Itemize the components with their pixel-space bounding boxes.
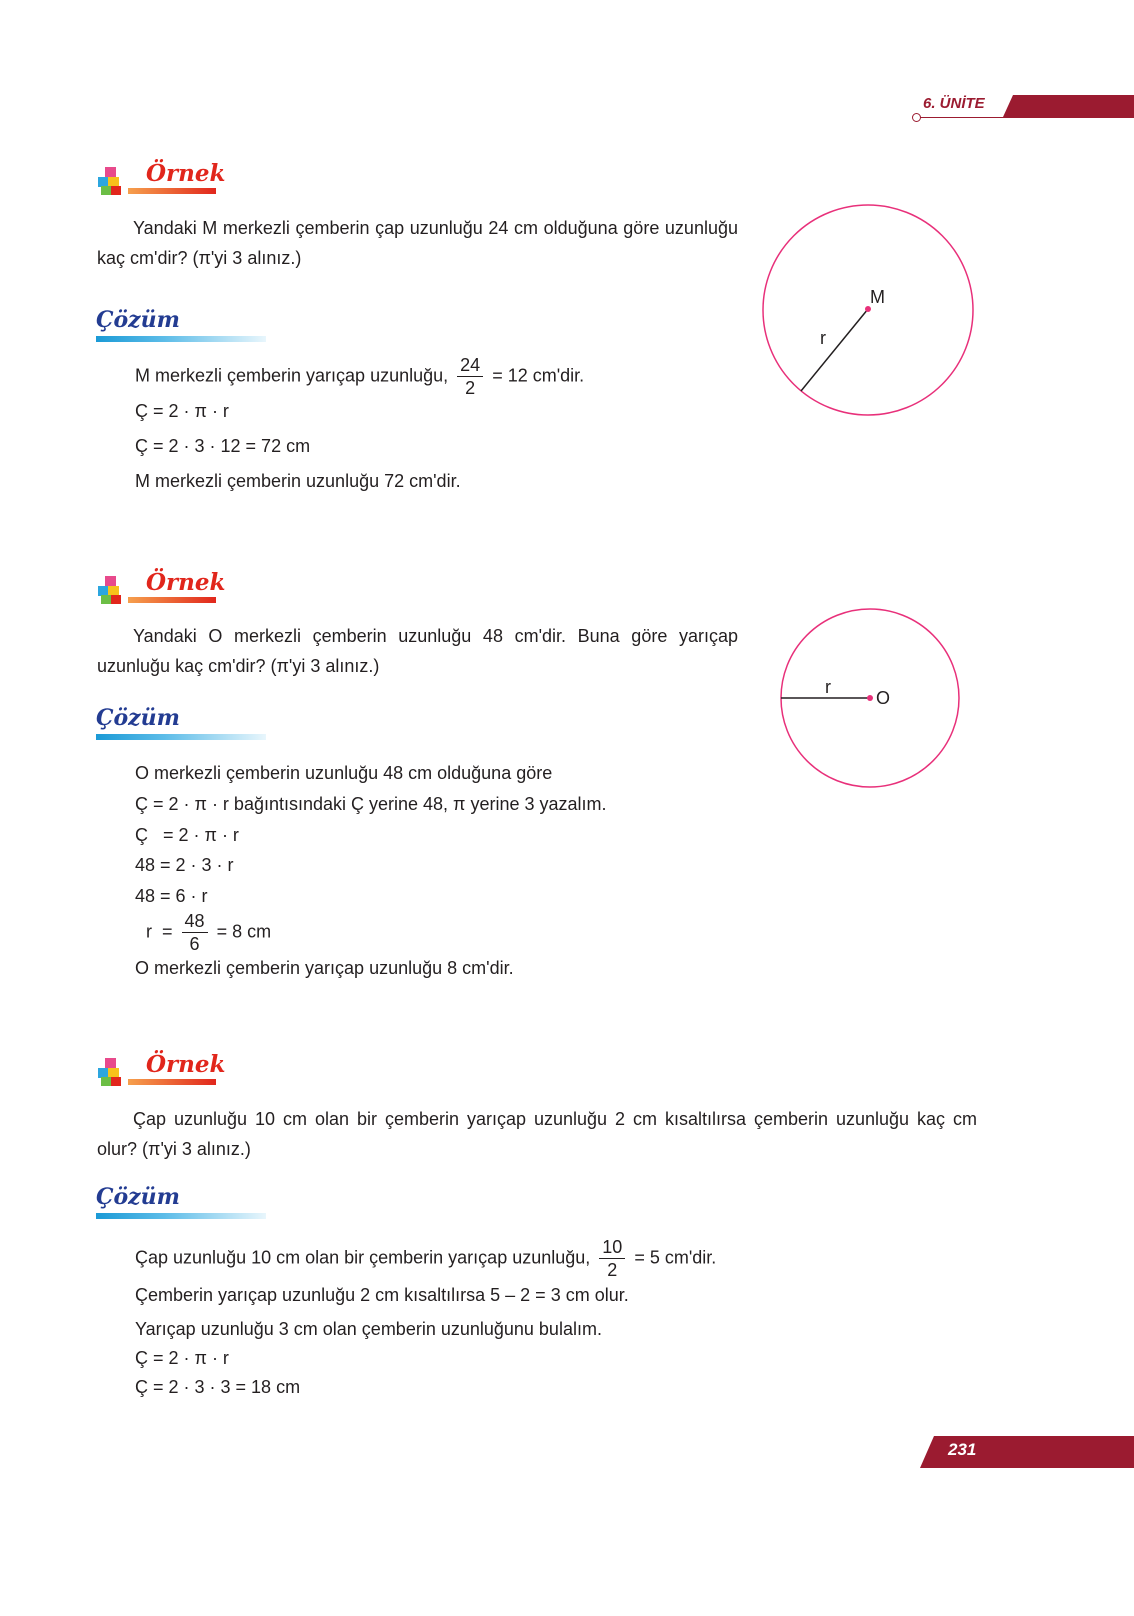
solution-header-2 (96, 707, 266, 741)
denominator: 2 (607, 1260, 618, 1280)
problem-text: Çap uzunluğu 10 cm olan bir çemberin yarıçap uzunluğu 2 cm kısaltılırsa çemberin uzunluğu kaç cm olur? (π'yi 3 alınız.) (97, 1109, 977, 1159)
example-1-line-1 (135, 356, 584, 397)
unit-label: 6. ÜNİTE (923, 95, 985, 112)
fraction (599, 1238, 625, 1279)
example-title: Örnek (146, 569, 226, 596)
numerator: 10 (599, 1238, 625, 1259)
solution-title: Çözüm (96, 705, 180, 731)
denominator: 2 (465, 378, 476, 398)
example-3-line-3: Yarıçap uzunluğu 3 cm olan çemberin uzunluğunu bulalım. (135, 1319, 602, 1339)
line-text: = 8 cm (216, 921, 272, 942)
solution-header-3 (96, 1186, 266, 1220)
example-header-2 (96, 569, 226, 607)
example-2-line-4: 48 = 2 · 3 · r (135, 855, 234, 875)
solution-title: Çözüm (96, 1184, 180, 1210)
solution-header-1 (96, 309, 266, 343)
solution-header-bar (96, 1213, 266, 1219)
example-3-line-4: Ç = 2 · π · r (135, 1348, 229, 1368)
example-2-problem (97, 621, 738, 681)
cubes-icon (96, 575, 126, 605)
example-1-line-4: M merkezli çemberin uzunluğu 72 cm'dir. (135, 471, 461, 491)
line-text: Çap uzunluğu 10 cm olan bir çemberin yarıçap uzunluğu, (135, 1247, 591, 1268)
example-3-line-5: Ç = 2 · 3 · 3 = 18 cm (135, 1377, 301, 1397)
denominator: 6 (189, 934, 200, 954)
center-label: M (870, 287, 885, 307)
unit-underline (918, 117, 1134, 118)
example-3-line-1 (135, 1238, 716, 1279)
circle-figure-o (772, 602, 968, 798)
example-2-line-7: O merkezli çemberin yarıçap uzunluğu 8 cm'dir. (135, 958, 514, 978)
example-header-1 (96, 160, 226, 198)
example-3-problem (97, 1104, 977, 1164)
numerator: 48 (182, 912, 208, 933)
example-header-bar (128, 597, 216, 603)
example-2-line-6 (146, 912, 271, 953)
example-1-problem (97, 213, 738, 273)
solution-header-bar (96, 336, 266, 342)
page-number: 231 (948, 1440, 977, 1459)
numerator: 24 (457, 356, 483, 377)
center-label: O (876, 688, 891, 708)
cubes-icon (96, 166, 126, 196)
circle-figure-m (756, 200, 980, 424)
problem-text: Yandaki M merkezli çemberin çap uzunluğu 24 cm olduğuna göre uzunluğu kaç cm'dir? (π'yi 3 alınız.) (97, 218, 738, 268)
solution-header-bar (96, 734, 266, 740)
unit-ribbon (1003, 95, 1134, 117)
example-header-3 (96, 1051, 226, 1089)
example-3-line-2: Çemberin yarıçap uzunluğu 2 cm kısaltılırsa 5 – 2 = 3 cm olur. (135, 1285, 629, 1305)
fraction (182, 912, 208, 953)
line-text: = 12 cm'dir. (492, 365, 585, 386)
fraction (457, 356, 483, 397)
example-title: Örnek (146, 1051, 226, 1078)
example-2-line-2: Ç = 2 · π · r bağıntısındaki Ç yerine 48, π yerine 3 yazalım. (135, 794, 607, 814)
center-point (867, 695, 873, 701)
example-2-line-1: O merkezli çemberin uzunluğu 48 cm olduğuna göre (135, 763, 553, 783)
example-title: Örnek (146, 160, 226, 187)
example-1-line-3: Ç = 2 · 3 · 12 = 72 cm (135, 436, 311, 456)
line-text: r = (146, 921, 173, 942)
example-header-bar (128, 188, 216, 194)
unit-dot (912, 113, 921, 122)
cubes-icon (96, 1057, 126, 1087)
example-1-line-2: Ç = 2 · π · r (135, 401, 229, 421)
radius-label: r (820, 328, 826, 348)
example-2-line-5: 48 = 6 · r (135, 886, 208, 906)
radius-label: r (825, 677, 831, 697)
line-text: = 5 cm'dir. (634, 1247, 717, 1268)
problem-text: Yandaki O merkezli çemberin uzunluğu 48 cm'dir. Buna göre yarıçap uzunluğu kaç cm'dir? (π'yi 3 alınız.) (97, 626, 738, 676)
line-text: M merkezli çemberin yarıçap uzunluğu, (135, 365, 449, 386)
example-header-bar (128, 1079, 216, 1085)
example-2-line-3: Ç = 2 · π · r (135, 825, 239, 845)
solution-title: Çözüm (96, 307, 180, 333)
radius-line (801, 309, 868, 391)
